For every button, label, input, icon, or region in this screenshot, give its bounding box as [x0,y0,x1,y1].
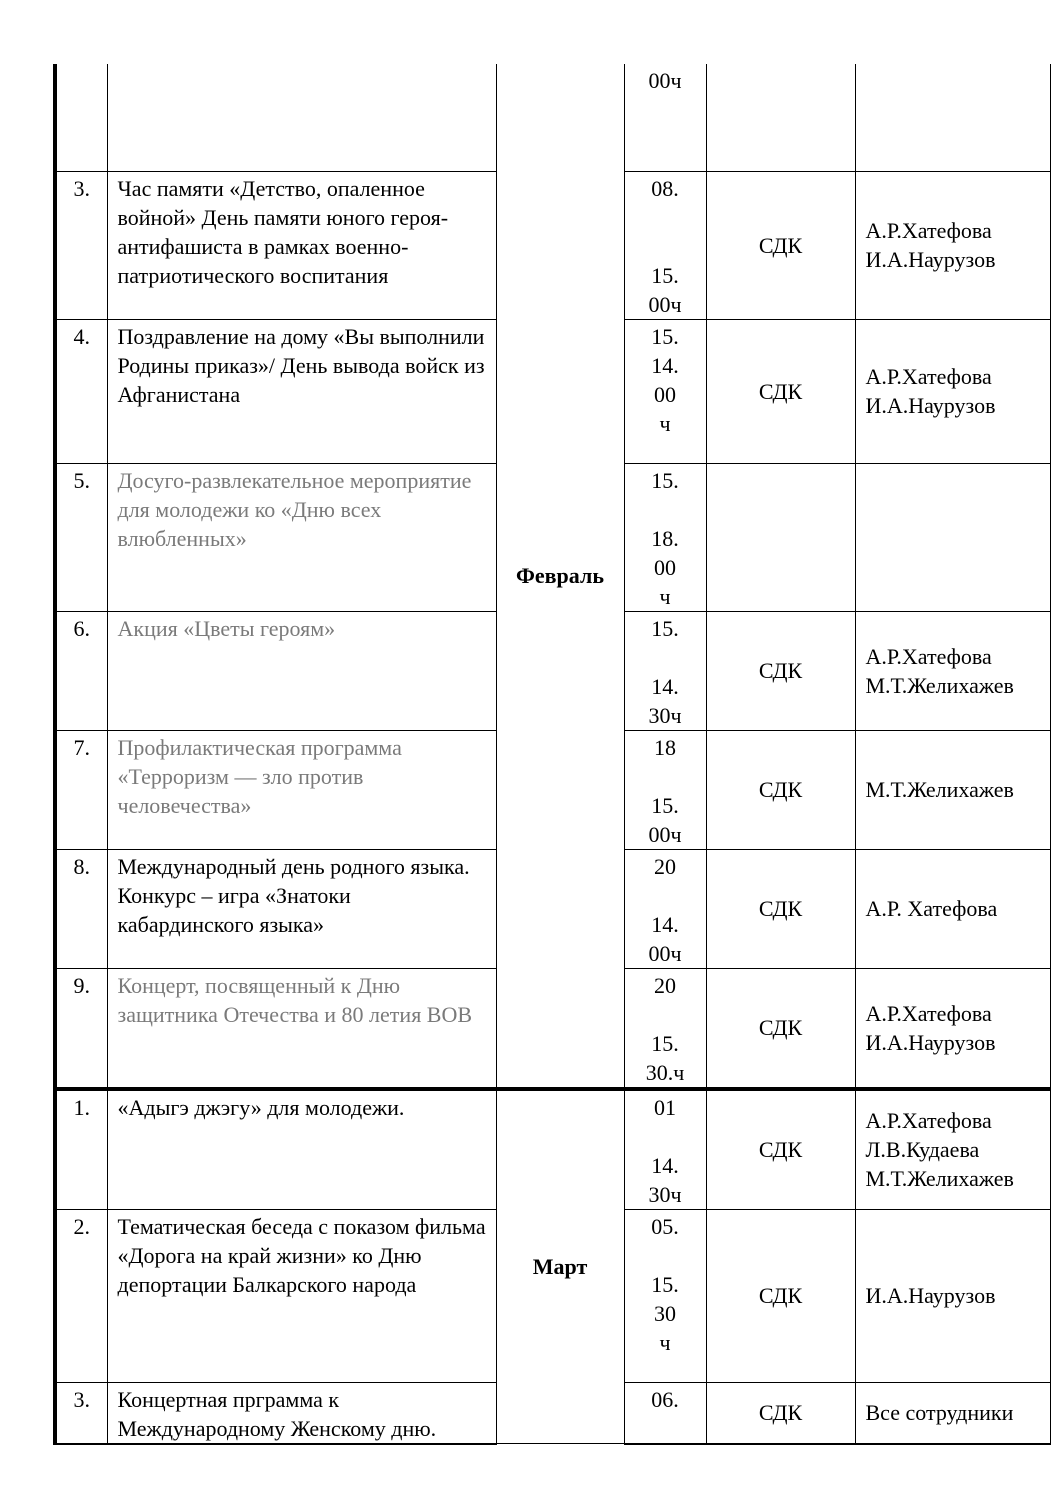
event-title: Концерт, посвященный к Дню защитника Отечества и 80 летия ВОВ [107,968,496,1089]
event-date-time: 01 14. 30ч [624,1089,706,1210]
event-title: Акция «Цветы героям» [107,611,496,730]
row-number: 7. [55,730,107,849]
event-title: Час памяти «Детство, опаленное войной» День памяти юного героя-антифашиста в рамках военно-патриотического воспитания [107,171,496,319]
event-title: «Адыгэ джэгу» для молодежи. [107,1089,496,1210]
event-date-time: 15. 14. 30ч [624,611,706,730]
event-place [706,463,855,611]
row-number: 6. [55,611,107,730]
event-date-time: 06. [624,1382,706,1444]
event-responsible [855,64,1050,171]
event-responsible: А.Р.Хатефова М.Т.Желихажев [855,611,1050,730]
event-responsible: М.Т.Желихажев [855,730,1050,849]
event-responsible: А.Р.Хатефова И.А.Наурузов [855,171,1050,319]
events-plan-table [53,64,1051,1445]
row-number: 9. [55,968,107,1089]
event-date-time: 05. 15. 30 ч [624,1209,706,1382]
event-date-time: 20 15. 30.ч [624,968,706,1089]
event-title: Профилактическая программа «Терроризм — зло против человечества» [107,730,496,849]
event-title: Концертная прграмма к Международному Женскому дню. [107,1382,496,1444]
event-responsible: А.Р.Хатефова И.А.Наурузов [855,968,1050,1089]
event-place: СДК [706,849,855,968]
event-date-time: 00ч [624,64,706,171]
event-date-time: 18 15. 00ч [624,730,706,849]
event-responsible: А.Р.Хатефова И.А.Наурузов [855,319,1050,463]
event-title: Тематическая беседа с показом фильма «Дорога на край жизни» ко Дню депортации Балкарского народа [107,1209,496,1382]
event-place [706,64,855,171]
row-number: 3. [55,1382,107,1444]
event-responsible: А.Р.Хатефова Л.В.Кудаева М.Т.Желихажев [855,1089,1050,1210]
row-number: 2. [55,1209,107,1382]
month-march: Март [496,1089,624,1444]
event-place: СДК [706,730,855,849]
event-title: Международный день родного языка. Конкурс – игра «Знатоки кабардинского языка» [107,849,496,968]
event-responsible: А.Р. Хатефова [855,849,1050,968]
event-date-time: 15. 14. 00 ч [624,319,706,463]
event-place: СДК [706,611,855,730]
row-number: 5. [55,463,107,611]
row-number: 8. [55,849,107,968]
event-responsible: Все сотрудники [855,1382,1050,1444]
event-place: СДК [706,1382,855,1444]
event-date-time: 20 14. 00ч [624,849,706,968]
event-place: СДК [706,171,855,319]
event-place: СДК [706,1209,855,1382]
table-row [55,64,1050,171]
row-number: 4. [55,319,107,463]
event-title: Досуго-развлекательное мероприятие для молодежи ко «Дню всех влюбленных» [107,463,496,611]
event-responsible: И.А.Наурузов [855,1209,1050,1382]
event-date-time: 15. 18. 00 ч [624,463,706,611]
event-title: Поздравление на дому «Вы выполнили Родины приказ»/ День вывода войск из Афганистана [107,319,496,463]
row-number [55,64,107,171]
event-date-time: 08. 15. 00ч [624,171,706,319]
month-february: Февраль [496,64,624,1089]
event-responsible [855,463,1050,611]
event-title [107,64,496,171]
row-number: 3. [55,171,107,319]
event-place: СДК [706,1089,855,1210]
table-row [55,1089,1050,1210]
event-place: СДК [706,319,855,463]
row-number: 1. [55,1089,107,1210]
event-place: СДК [706,968,855,1089]
